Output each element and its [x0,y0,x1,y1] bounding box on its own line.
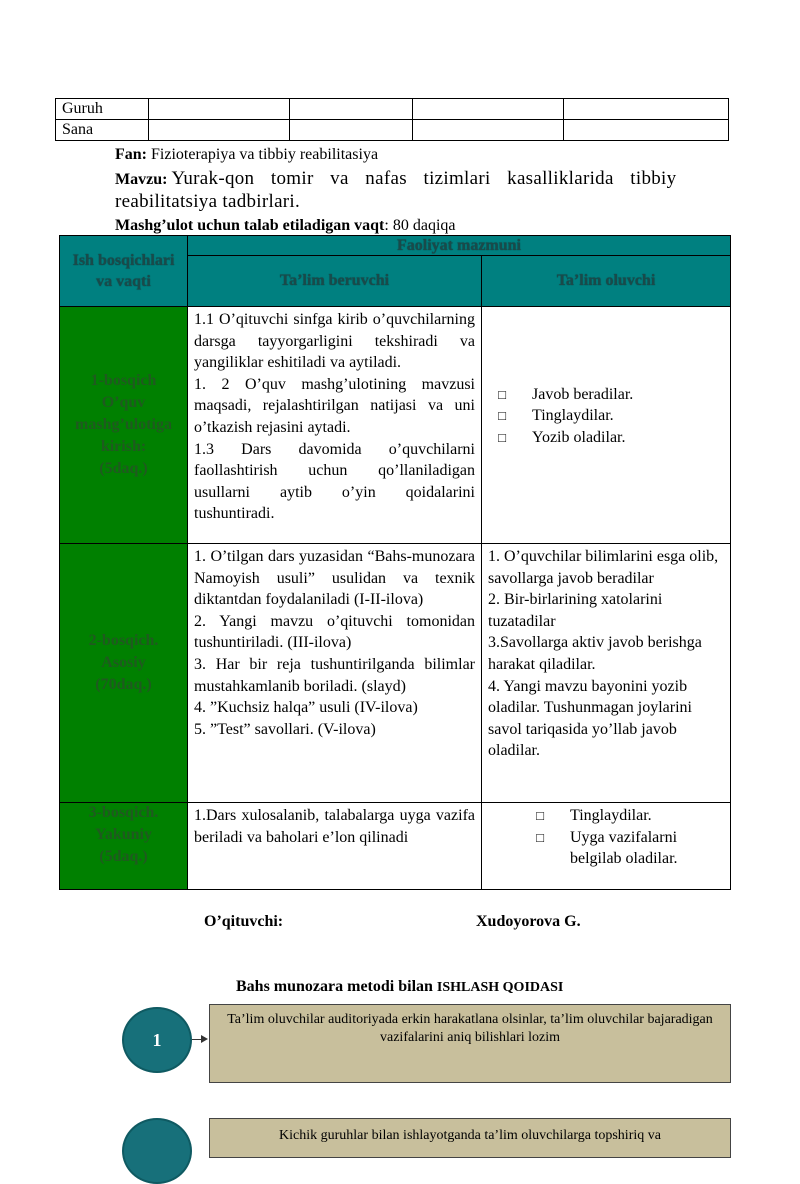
table-header-row [60,236,731,256]
table-row [60,803,731,890]
sana-cell[interactable] [149,120,290,141]
square-bullet-icon: □ [536,808,544,823]
stage-title: 1-bosqich [90,372,157,389]
bahs-title-small: ISHLASH QOIDASI [436,980,564,995]
sana-cell[interactable] [413,120,564,141]
student-cell [482,803,731,890]
sana-cell[interactable] [564,120,729,141]
teacher-signature-name: Xudoyorova G. [476,913,581,930]
square-bullet-icon: □ [536,829,544,845]
step-2-box [209,1118,731,1158]
sana-cell[interactable] [290,120,413,141]
stage-subtitle: Yakuniy [95,826,152,843]
teacher-item: 2. Yangi mavzu o’qituvchi tomonidan tushuntiriladi. (III-ilova) [194,612,475,652]
guruh-cell[interactable] [564,99,729,120]
lesson-plan-table [59,235,731,890]
teacher-item: 1. 2 O’quv mashg’ulotining mavzusi maqsadi, rejalashtirilgan natijasi va uni o’tkazish rejasini aytadi. [194,375,475,436]
stage-time: (70daq.) [95,676,152,693]
teacher-item: 5. ”Test” savollari. (V-ilova) [194,720,376,738]
student-cell [482,307,731,544]
header-teacher: Ta’lim beruvchi [188,256,482,307]
list-item: □ Tinglaydilar. [520,805,724,827]
guruh-label: Guruh [56,99,149,120]
table-row [56,99,729,120]
teacher-signature-label: O’qituvchi: [204,913,284,930]
table-row [60,544,731,803]
list-item: □ Javob beradilar. [482,384,724,406]
teacher-item: 1.3 Dars davomida o’quvchilarni faollashtirish uchun qo’llaniladigan usullarni aytib o’yin qoidalarini tushuntiradi. [194,440,475,523]
step-1-text: Ta’lim oluvchilar auditoriyada erkin harakatlana olsinlar, ta’lim oluvchilar bajaradigan vazifalarini aniq bilishlari lozim [227,1012,713,1045]
list-item: □ Uyga vazifalarni belgilab oladilar. [520,827,724,870]
stage-time: (5daq.) [99,848,148,865]
vaqt-label: Mashg’ulot uchun talab etiladigan vaqt [115,217,385,234]
list-item: □ Tinglaydilar. [482,405,724,427]
group-date-table [55,98,729,141]
student-bullet-list [488,805,724,870]
guruh-cell[interactable] [290,99,413,120]
teacher-cell [188,307,482,544]
student-cell [482,544,731,803]
teacher-item: 1. O’tilgan dars yuzasidan “Bahs-munozara Namoyish usuli” usulidan va texnik diktantdan foydalaniladi (I-II-ilova) [194,548,475,609]
teacher-item: 1.1 O’qituvchi sinfga kirib o’quvchilarning darsga tayyorgarligini tekshiradi va yangiliklar eshitiladi va aytiladi. [194,311,475,372]
stage-cell [60,803,188,890]
student-item: 1. O’quvchilar bilimlarini esga olib, savollarga javob beradilar [488,548,719,587]
stage-title: 3-bosqich. [88,804,159,821]
guruh-cell[interactable] [413,99,564,120]
step-2-text: Kichik guruhlar bilan ishlayotganda ta’lim oluvchilarga topshiriq va [279,1128,661,1143]
header-faoliyat: Faoliyat mazmuni [188,236,731,256]
teacher-cell [188,544,482,803]
student-item: 2. Bir-birlarining xatolarini tuzatadilar [488,591,663,630]
teacher-cell [188,803,482,890]
stage-title: 2-bosqich. [88,632,159,649]
header-student: Ta’lim oluvchi [482,256,731,307]
step-number: 1 [152,1030,162,1050]
stage-cell [60,544,188,803]
stage-time: (5daq.) [99,460,148,477]
student-item: 4. Yangi mavzu bayonini yozib oladilar. Tushunmagan joylarini savol tariqasida yo’llab javob oladilar. [488,677,692,760]
square-bullet-icon: □ [498,386,506,402]
fan-line [115,145,378,165]
mavzu-value-line2: reabilitatsiya tadbirlari. [115,191,301,212]
vaqt-line [115,216,455,236]
stage-subtitle: Asosiy [101,654,146,671]
vaqt-value: : 80 daqiqa [384,217,456,234]
stage-subtitle: O’quv mashg’ulotiga kirish: [75,394,172,455]
square-bullet-icon: □ [498,408,506,424]
teacher-item: 1.Dars xulosalanib, talabalarga uyga vazifa beriladi va baholari e’lon qilinadi [194,807,475,846]
square-bullet-icon: □ [498,429,506,445]
header-stage: Ish bosqichlari va vaqti [60,236,188,307]
step-1-circle [122,1007,192,1073]
stage-cell [60,307,188,544]
table-row [60,307,731,544]
bahs-title-main: Bahs munozara metodi bilan [236,978,433,995]
teacher-item: 4. ”Kuchsiz halqa” usuli (IV-ilova) [194,699,418,717]
fan-label: Fan: [115,146,147,163]
arrow-right-icon [201,1035,208,1043]
list-item: □ Yozib oladilar. [482,427,724,449]
mavzu-label: Mavzu: [115,171,168,188]
guruh-cell[interactable] [149,99,290,120]
step-1-box [209,1004,731,1083]
fan-value: Fizioterapiya va tibbiy reabilitasiya [151,146,379,163]
sana-label: Sana [56,120,149,141]
step-2-circle [122,1118,192,1184]
student-item: 3.Savollarga aktiv javob berishga harakat qiladilar. [488,634,702,673]
mavzu-value-line1: Yurak-qon tomir va nafas tizimlari kasalliklarida tibbiy [171,168,677,189]
mavzu-line [115,167,688,213]
table-row [56,120,729,141]
student-bullet-list [482,384,724,449]
teacher-item: 3. Har bir reja tushuntirilganda bilimlar mustahkamlanib boriladi. (slayd) [194,655,475,695]
bahs-section-title [236,978,563,996]
